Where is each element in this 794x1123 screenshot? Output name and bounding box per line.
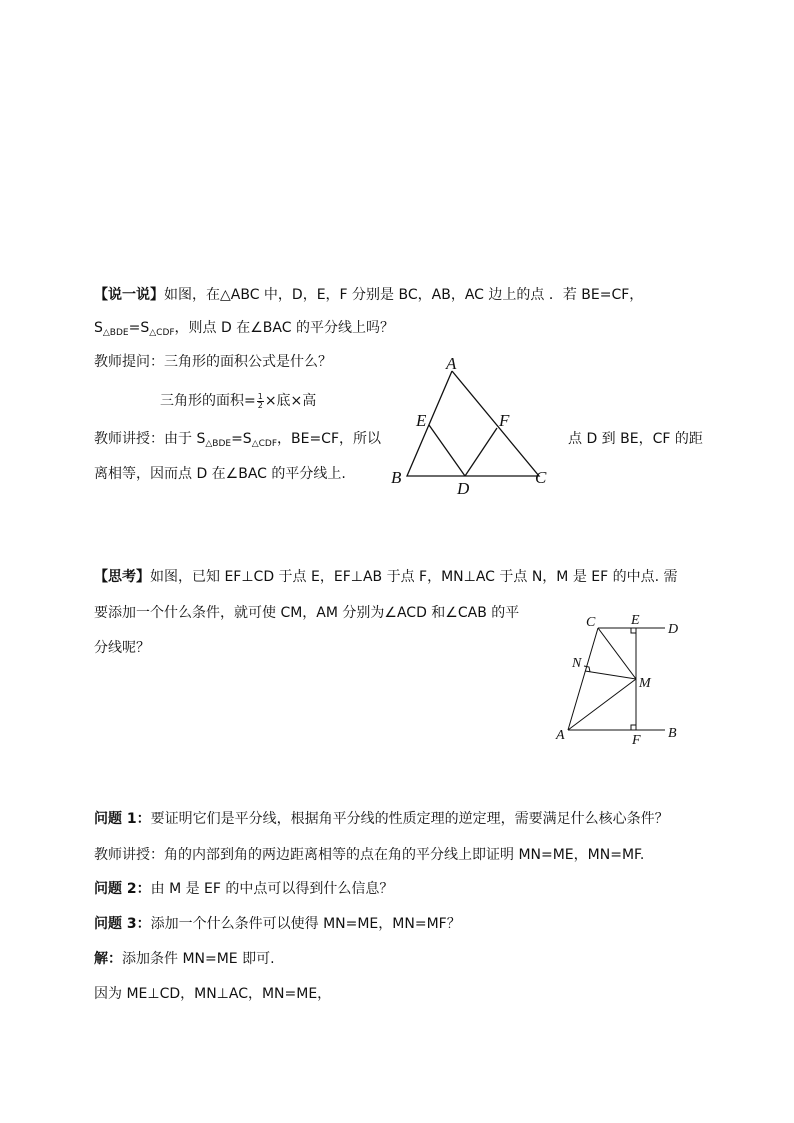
label-c: C: [535, 468, 547, 487]
area-s-1: S: [94, 320, 103, 336]
explain-line-2: 离相等，因而点 D 在∠BAC 的平分线上.: [94, 466, 346, 482]
fraction-half: [257, 393, 264, 410]
label-c2: C: [586, 615, 596, 630]
explain-text-c: ，BE=CF，所以: [277, 431, 382, 447]
label-f2: F: [632, 733, 641, 748]
label-f: F: [499, 411, 510, 430]
question-1-label: 问题 1：: [94, 811, 151, 827]
right-angle-e: [631, 628, 636, 633]
think-text-1: 如图，已知 EF⊥CD 于点 E，EF⊥AB 于点 F，MN⊥AC 于点 N，M 是 EF 的中点. 需: [150, 569, 678, 585]
solution-text: 添加条件 MN=ME 即可.: [122, 951, 275, 967]
segment-mn: [585, 671, 636, 679]
formula-suffix: ×底×高: [264, 393, 317, 409]
area-sub-bde: △BDE: [102, 328, 129, 338]
label-d: D: [457, 479, 470, 498]
solution-label: 解：: [94, 951, 122, 967]
question-1-text: 要证明它们是平分线，根据角平分线的性质定理的逆定理，需要满足什么核心条件？: [150, 811, 669, 827]
question-1: [94, 809, 669, 829]
think-line-3: 分线呢？: [94, 640, 150, 656]
question-3-label: 问题 3：: [94, 916, 151, 932]
question-2-label: 问题 2：: [94, 881, 151, 897]
question-3: [94, 914, 461, 934]
think-label: 【思考】: [94, 569, 150, 585]
right-angle-n: [584, 666, 590, 672]
because-line: 因为 ME⊥CD，MN⊥AC，MN=ME，: [94, 986, 332, 1002]
shuo-line-2: [94, 318, 394, 343]
think-line-1: [94, 567, 678, 587]
formula-prefix: 三角形的面积=: [160, 393, 256, 409]
think-line-2: 要添加一个什么条件，就可使 CM，AM 分别为∠ACD 和∠CAB 的平: [94, 605, 520, 621]
fraction-den: 2: [257, 400, 263, 410]
label-b2: B: [668, 726, 677, 741]
area-formula: [160, 391, 316, 411]
fraction-num: 1: [257, 391, 263, 401]
segment-ed: [429, 425, 465, 476]
segment-ca: [568, 628, 598, 730]
question-3-text: 添加一个什么条件可以使得 MN=ME，MN=MF？: [150, 916, 461, 932]
label-e: E: [416, 411, 427, 430]
area-eq: =S: [128, 320, 150, 336]
explain-text-a: 教师讲授：由于 S: [94, 431, 206, 447]
question-2-text: 由 M 是 EF 的中点可以得到什么信息？: [150, 881, 394, 897]
shuo-text-1: 如图，在△ABC 中，D，E，F 分别是 BC，AB，AC 边上的点 ．若 BE=CF，: [164, 287, 644, 303]
label-a2: A: [556, 728, 565, 743]
explain-sub-cdf: △CDF: [251, 439, 277, 449]
explain-line-1-right: 点 D 到 BE，CF 的距: [568, 431, 703, 447]
explain-sub-bde: △BDE: [205, 439, 232, 449]
segment-cm: [598, 628, 636, 679]
triangle-abc: [407, 371, 539, 476]
label-a: A: [446, 354, 457, 373]
right-angle-f: [631, 725, 636, 730]
label-n2: N: [572, 656, 582, 671]
area-sub-cdf: △CDF: [149, 328, 175, 338]
teacher-explain-2: 教师讲授：角的内部到角的两边距离相等的点在角的平分线上即证明 MN=ME，MN=MF.: [94, 847, 645, 863]
segment-df: [465, 428, 497, 476]
segment-am: [568, 679, 636, 730]
shuo-line-1: [94, 285, 643, 305]
explain-text-b: =S: [231, 431, 252, 447]
label-b: B: [391, 468, 402, 487]
label-e2: E: [631, 613, 640, 628]
solution: [94, 949, 275, 969]
label-m2: M: [639, 676, 651, 691]
explain-line-1: [94, 429, 381, 454]
shuo-text-2: ，则点 D 在∠BAC 的平分线上吗？: [174, 320, 394, 336]
shuo-label: 【说一说】: [94, 287, 164, 303]
teacher-question: 教师提问：三角形的面积公式是什么？: [94, 354, 332, 370]
label-d2: D: [668, 622, 679, 637]
question-2: [94, 879, 393, 899]
